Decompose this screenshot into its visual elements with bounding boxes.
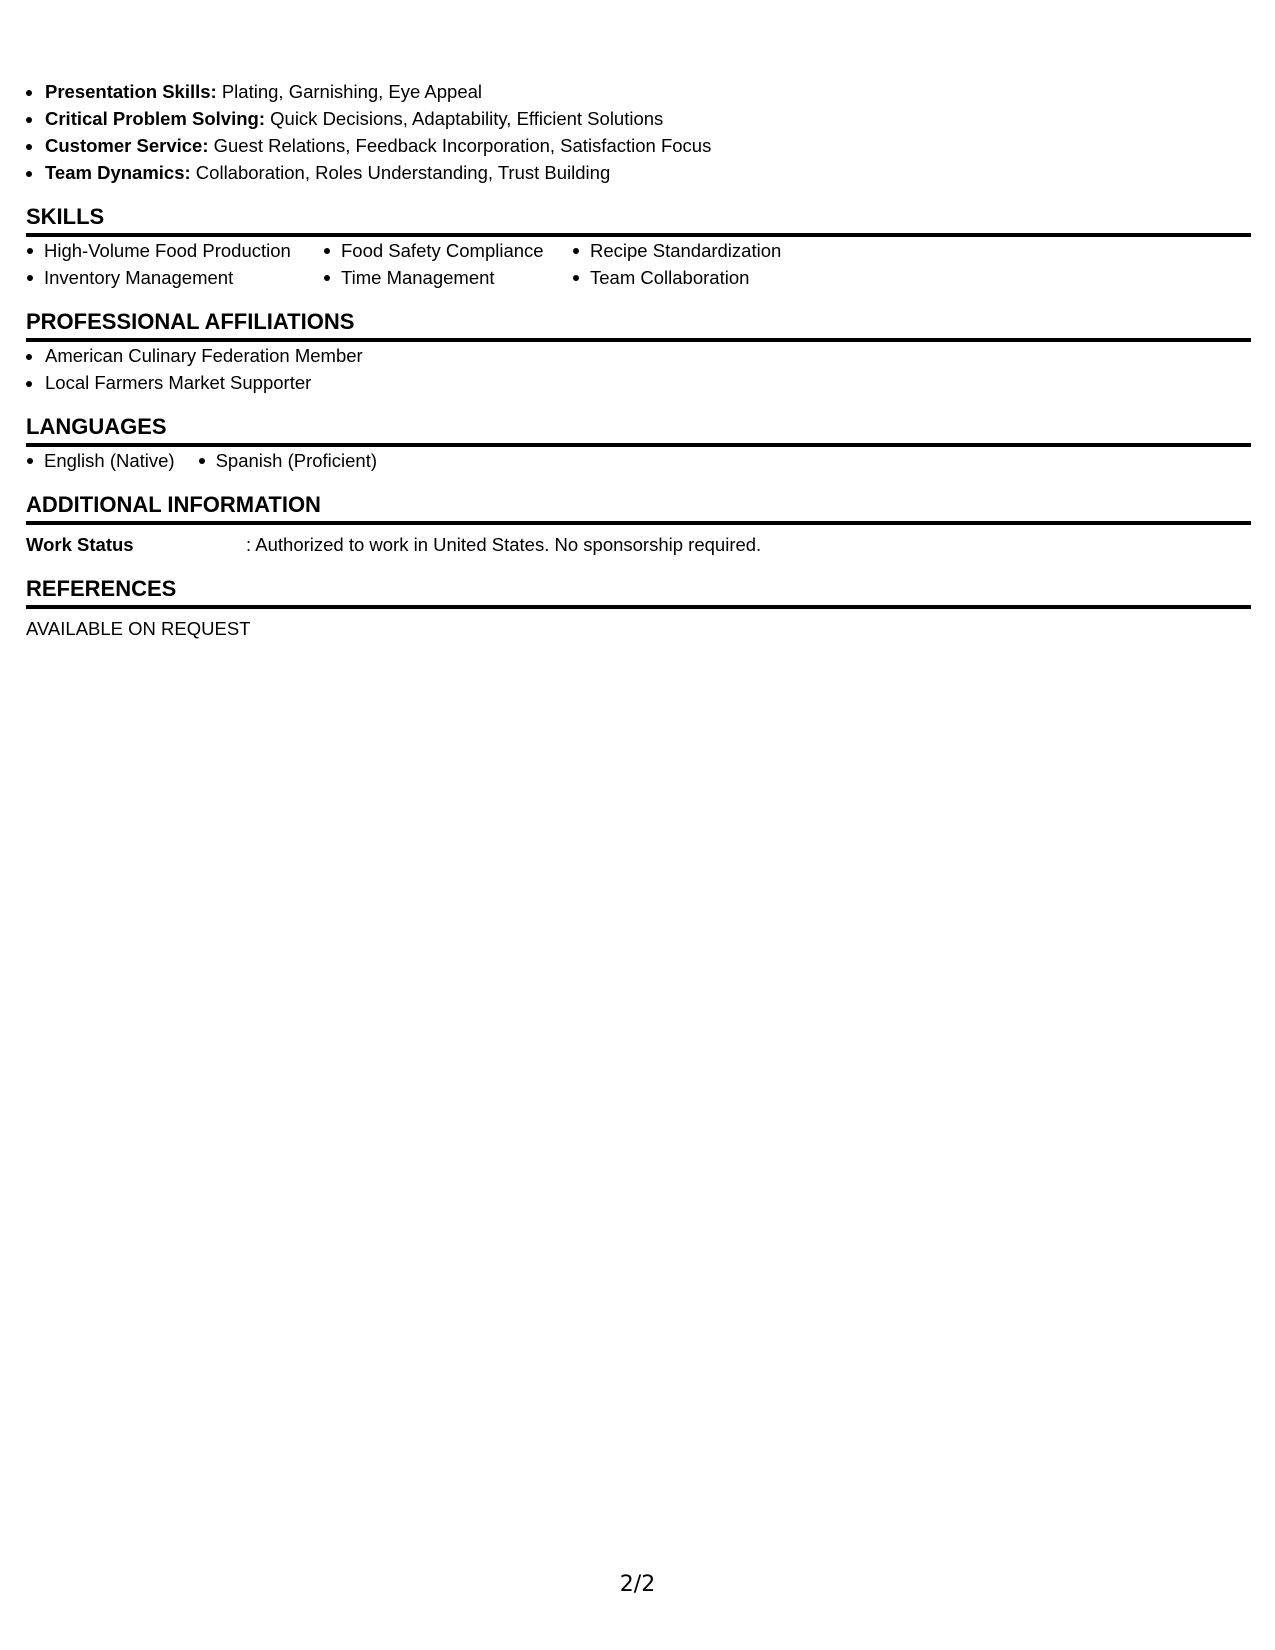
- affiliations-list: [26, 342, 1251, 396]
- affiliation-item: • Local Farmers Market Supporter: [44, 369, 1251, 396]
- strengths-list: [26, 78, 1251, 186]
- page-number: 2/2: [619, 1572, 656, 1597]
- section-heading-skills: SKILLS: [26, 203, 1251, 237]
- list-item: [44, 159, 1251, 186]
- skill-item: High-Volume Food Production: [26, 237, 323, 264]
- strength-detail: Guest Relations, Feedback Incorporation, Satisfaction Focus: [208, 135, 712, 156]
- strength-detail: Collaboration, Roles Understanding, Trust Building: [190, 162, 611, 183]
- additional-info-section: [26, 491, 1251, 558]
- section-heading-languages: LANGUAGES: [26, 413, 1251, 447]
- strength-term: Team Dynamics:: [45, 162, 191, 183]
- languages-section: [26, 413, 1251, 474]
- skill-item: Inventory Management: [26, 264, 323, 291]
- affiliation-item: • American Culinary Federation Member: [44, 342, 1251, 369]
- skills-list: [26, 237, 1251, 291]
- skills-section: [26, 203, 1251, 291]
- strength-detail: Plating, Garnishing, Eye Appeal: [216, 81, 483, 102]
- strength-term: Presentation Skills:: [45, 81, 217, 102]
- section-heading-affiliations: PROFESSIONAL AFFILIATIONS: [26, 308, 1251, 342]
- language-item: English (Native): [26, 447, 175, 474]
- affiliations-section: [26, 308, 1251, 396]
- list-item: [44, 132, 1251, 159]
- references-text: AVAILABLE ON REQUEST: [26, 618, 251, 639]
- references-section: [26, 575, 1251, 642]
- resume-page: [26, 78, 1251, 642]
- skill-item: Team Collaboration: [572, 264, 832, 291]
- strength-term: Critical Problem Solving:: [45, 108, 265, 129]
- languages-list: [26, 447, 1251, 474]
- list-item: [44, 105, 1251, 132]
- skill-item: Recipe Standardization: [572, 237, 832, 264]
- section-heading-references: REFERENCES: [26, 575, 1251, 609]
- strength-term: Customer Service:: [45, 135, 209, 156]
- skill-item: Time Management: [323, 264, 572, 291]
- skill-item: Food Safety Compliance: [323, 237, 572, 264]
- language-item: Spanish (Proficient): [198, 447, 377, 474]
- work-status-label: Work Status: [26, 534, 134, 555]
- strength-detail: Quick Decisions, Adaptability, Efficient Solutions: [265, 108, 664, 129]
- work-status-value: : Authorized to work in United States. No sponsorship required.: [246, 534, 762, 555]
- section-heading-additional-info: ADDITIONAL INFORMATION: [26, 491, 1251, 525]
- work-status-row: [26, 531, 1251, 558]
- list-item: [44, 78, 1251, 105]
